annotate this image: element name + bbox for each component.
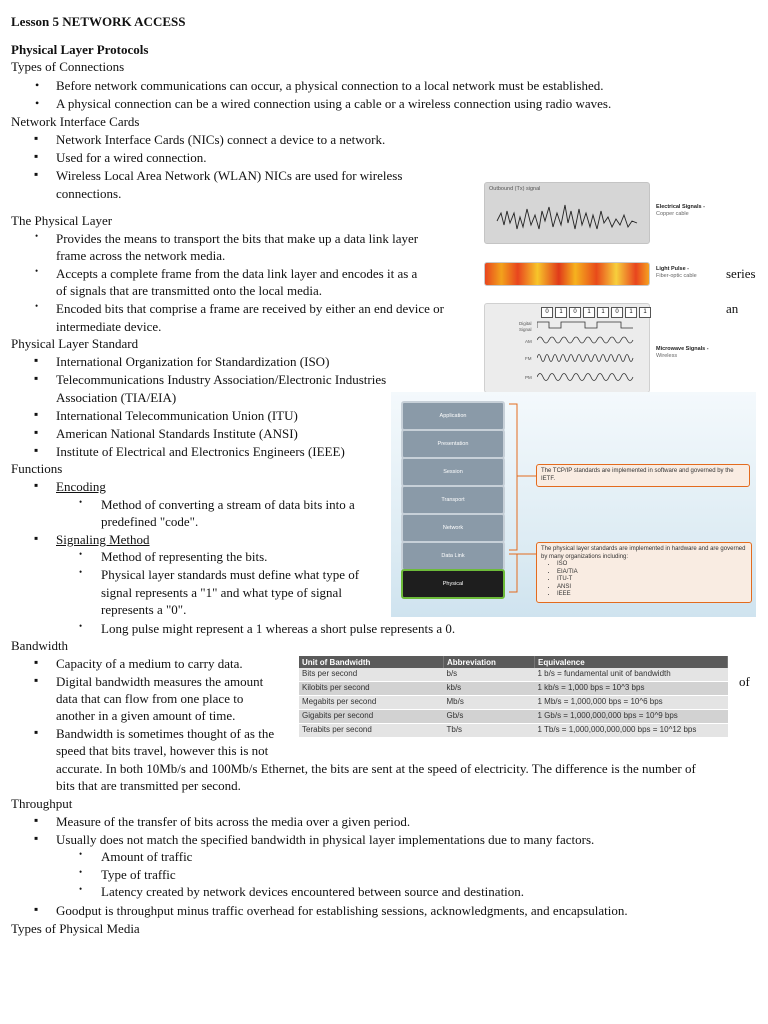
text-line: Bandwidth is sometimes thought of as the: [56, 726, 275, 741]
list-item-continuation: connections.: [56, 186, 122, 201]
table-cell: Gb/s: [444, 710, 535, 724]
pm-label: PM: [525, 375, 532, 380]
osi-layer-network: Network: [401, 513, 505, 543]
text-line: data that can flow from one place to: [56, 691, 244, 706]
list-item: • IEEE: [557, 591, 747, 599]
text-line: Provides the means to transport the bits that make up a data link layer: [56, 231, 419, 246]
list-item: • ANSI: [557, 584, 747, 592]
bullet-icon: [35, 266, 38, 276]
table-row: [299, 724, 728, 738]
table-cell: 1 Mb/s = 1,000,000 bps = 10^6 bps: [535, 696, 728, 710]
signal-types-figure: [484, 180, 712, 392]
text-line: predefined "code".: [101, 514, 199, 529]
table-cell: Bits per second: [299, 668, 444, 682]
digital-signal-label: Digital Signal: [519, 321, 532, 332]
list-item: Goodput is throughput minus traffic overhead for establishing sessions, acknowledgments, and encapsulation.: [56, 903, 628, 918]
page-title: Lesson 5 NETWORK ACCESS: [11, 14, 186, 29]
text-line: intermediate device.: [56, 319, 162, 334]
microwave-signals-title: Microwave Signals -: [656, 346, 709, 352]
table-row: [299, 682, 728, 696]
physical-standards-text: The physical layer standards are implemented in hardware and are governed by many organizations including:: [541, 546, 746, 560]
electrical-signals-title: Electrical Signals -: [656, 204, 705, 210]
list-item: Type of traffic: [101, 867, 176, 882]
table-cell: 1 kb/s = 1,000 bps = 10^3 bps: [535, 682, 728, 696]
osi-layers-figure: [391, 392, 756, 617]
square-bullet-icon: [34, 902, 38, 917]
text-line-tail: of: [739, 674, 750, 689]
list-item: Institute of Electrical and Electronics Engineers (IEEE): [56, 444, 345, 459]
table-cell: 1 Gb/s = 1,000,000,000 bps = 10^9 bps: [535, 710, 728, 724]
heading-physical-layer-standard: Physical Layer Standard: [11, 336, 139, 351]
bit-box: 0: [611, 307, 623, 318]
table-row: [299, 710, 728, 724]
text-line: another in a given amount of time.: [56, 708, 236, 723]
text-line: Capacity of a medium to carry data.: [56, 656, 243, 671]
bit-box: 0: [569, 307, 581, 318]
text-line: Digital bandwidth measures the amount: [56, 674, 264, 689]
heading-network-interface-cards: Network Interface Cards: [11, 114, 140, 129]
osi-layer-physical: Physical: [401, 569, 505, 599]
text-line: frame across the network media.: [56, 248, 226, 263]
list-item: Before network communications can occur, a physical connection to a local network must be established.: [56, 78, 604, 93]
square-bullet-icon: [34, 371, 38, 386]
electrical-signals-label: [656, 204, 705, 218]
list-item: • EIA/TIA: [557, 569, 747, 577]
bullet-icon: [35, 231, 38, 241]
text-line: represents a "0".: [101, 602, 187, 617]
standards-org-list: [541, 561, 747, 599]
electrical-signal-panel: [484, 182, 650, 244]
heading-physical-layer: The Physical Layer: [11, 213, 113, 228]
list-item: American National Standards Institute (ANSI): [56, 426, 298, 441]
heading-types-of-connections: Types of Connections: [11, 59, 125, 74]
heading-types-of-physical-media: Types of Physical Media: [11, 921, 140, 936]
table-header-row: [299, 656, 728, 668]
bullet-icon: [79, 621, 82, 631]
electrical-waveform: [487, 199, 647, 239]
osi-layer-data-link: Data Link: [401, 541, 505, 571]
bit-box: 1: [583, 307, 595, 318]
list-item: Usually does not match the specified bandwidth in physical layer implementations due to many factors.: [56, 832, 595, 847]
table-row: [299, 668, 728, 682]
list-item: • ISO: [557, 561, 747, 569]
text-line: bits that are transmitted per second.: [56, 778, 241, 793]
bit-box: 1: [597, 307, 609, 318]
fm-label: FM: [525, 356, 532, 361]
bullet-icon: [79, 567, 82, 577]
square-bullet-icon: [34, 407, 38, 422]
list-item: Latency created by network devices encountered between source and destination.: [101, 884, 525, 899]
text-line: accurate. In both 10Mb/s and 100Mb/s Ethernet, the bits are sent at the speed of electricity. The difference is the number of: [56, 761, 696, 776]
list-item: A physical connection can be a wired connection using a cable or a wireless connection using radio waves.: [56, 96, 612, 111]
column-header: Equivalence: [535, 656, 728, 668]
bit-box: 1: [555, 307, 567, 318]
bullet-icon: [35, 78, 39, 93]
subheading-encoding: Encoding: [56, 479, 106, 494]
square-bullet-icon: [34, 149, 38, 164]
am-label: AM: [525, 339, 532, 344]
table-cell: 1 b/s = fundamental unit of bandwidth: [535, 668, 728, 682]
table-cell: b/s: [444, 668, 535, 682]
text-line: Accepts a complete frame from the data link layer and encodes it as a: [56, 266, 418, 281]
table-cell: Tb/s: [444, 724, 535, 738]
microwave-signals-label: [656, 346, 709, 360]
tcpip-standards-callout: The TCP/IP standards are implemented in software and governed by the IETF.: [536, 464, 750, 487]
list-item: International Telecommunication Union (ITU): [56, 408, 298, 423]
bit-sequence: [541, 307, 651, 318]
square-bullet-icon: [34, 813, 38, 828]
column-header: Abbreviation: [444, 656, 535, 668]
light-pulse-sub: Fiber-optic cable: [656, 273, 697, 279]
table-cell: Gigabits per second: [299, 710, 444, 724]
bullet-icon: [35, 96, 39, 111]
microwave-signals-sub: Wireless: [656, 353, 678, 359]
square-bullet-icon: [34, 725, 38, 740]
light-pulse-label: [656, 266, 697, 280]
text-line: speed that bits travel, however this is not: [56, 743, 269, 758]
square-bullet-icon: [34, 478, 38, 493]
microwave-signal-panel: [484, 303, 650, 393]
square-bullet-icon: [34, 353, 38, 368]
table-cell: 1 Tb/s = 1,000,000,000,000 bps = 10^12 bps: [535, 724, 728, 738]
text-line-tail: series: [726, 266, 756, 281]
bullet-icon: [35, 301, 38, 311]
bullet-icon: [79, 867, 82, 877]
text-line-tail: an: [726, 301, 739, 316]
list-item: Used for a wired connection.: [56, 150, 207, 165]
list-item: Wireless Local Area Network (WLAN) NICs are used for wireless: [56, 168, 403, 183]
osi-layer-transport: Transport: [401, 485, 505, 515]
electrical-signals-sub: Copper cable: [656, 211, 689, 217]
heading-bandwidth: Bandwidth: [11, 638, 69, 653]
section-heading-physical-layer-protocols: Physical Layer Protocols: [11, 42, 149, 57]
column-header: Unit of Bandwidth: [299, 656, 444, 668]
bullet-icon: [79, 497, 82, 507]
square-bullet-icon: [34, 443, 38, 458]
text-line: Long pulse might represent a 1 whereas a short pulse represents a 0.: [101, 621, 456, 636]
bit-box: 1: [625, 307, 637, 318]
square-bullet-icon: [34, 131, 38, 146]
square-bullet-icon: [34, 831, 38, 846]
bullet-icon: [79, 549, 82, 559]
physical-standards-callout: [536, 542, 752, 603]
light-pulse-title: Light Pulse -: [656, 266, 689, 272]
table-row: [299, 696, 728, 710]
table-cell: kb/s: [444, 682, 535, 696]
light-pulse-bar: [484, 262, 650, 286]
square-bullet-icon: [34, 531, 38, 546]
subheading-signaling-method: Signaling Method: [56, 532, 150, 547]
bit-box: 1: [639, 307, 651, 318]
table-cell: Terabits per second: [299, 724, 444, 738]
modulation-waveforms: [537, 318, 647, 398]
text-line: Method of converting a stream of data bits into a: [101, 497, 355, 512]
list-item: Measure of the transfer of bits across the media over a given period.: [56, 814, 411, 829]
square-bullet-icon: [34, 655, 38, 670]
bandwidth-units-table: [299, 656, 728, 738]
list-item: International Organization for Standardization (ISO): [56, 354, 330, 369]
square-bullet-icon: [34, 673, 38, 688]
text-line: of signals that are transmitted onto the local media.: [56, 283, 323, 298]
table-cell: Kilobits per second: [299, 682, 444, 696]
square-bullet-icon: [34, 425, 38, 440]
text-line: Encoded bits that comprise a frame are received by either an end device or: [56, 301, 445, 316]
list-item: Telecommunications Industry Association/Electronic Industries: [56, 372, 387, 387]
text-line: signal represents a "1" and what type of signal: [101, 585, 342, 600]
list-item: Amount of traffic: [101, 849, 193, 864]
heading-throughput: Throughput: [11, 796, 73, 811]
square-bullet-icon: [34, 167, 38, 182]
outbound-signal-label: Outbound (Tx) signal: [489, 186, 541, 192]
list-item-continuation: Association (TIA/EIA): [56, 390, 177, 405]
table-cell: Megabits per second: [299, 696, 444, 710]
bit-box: 0: [541, 307, 553, 318]
osi-layer-application: Application: [401, 401, 505, 431]
text-line: Method of representing the bits.: [101, 549, 268, 564]
list-item: • ITU-T: [557, 576, 747, 584]
osi-layer-presentation: Presentation: [401, 429, 505, 459]
text-line: Physical layer standards must define what type of: [101, 567, 360, 582]
table-cell: Mb/s: [444, 696, 535, 710]
bullet-icon: [79, 849, 82, 859]
heading-functions: Functions: [11, 461, 63, 476]
bullet-icon: [79, 884, 82, 894]
osi-layer-session: Session: [401, 457, 505, 487]
list-item: Network Interface Cards (NICs) connect a device to a network.: [56, 132, 386, 147]
